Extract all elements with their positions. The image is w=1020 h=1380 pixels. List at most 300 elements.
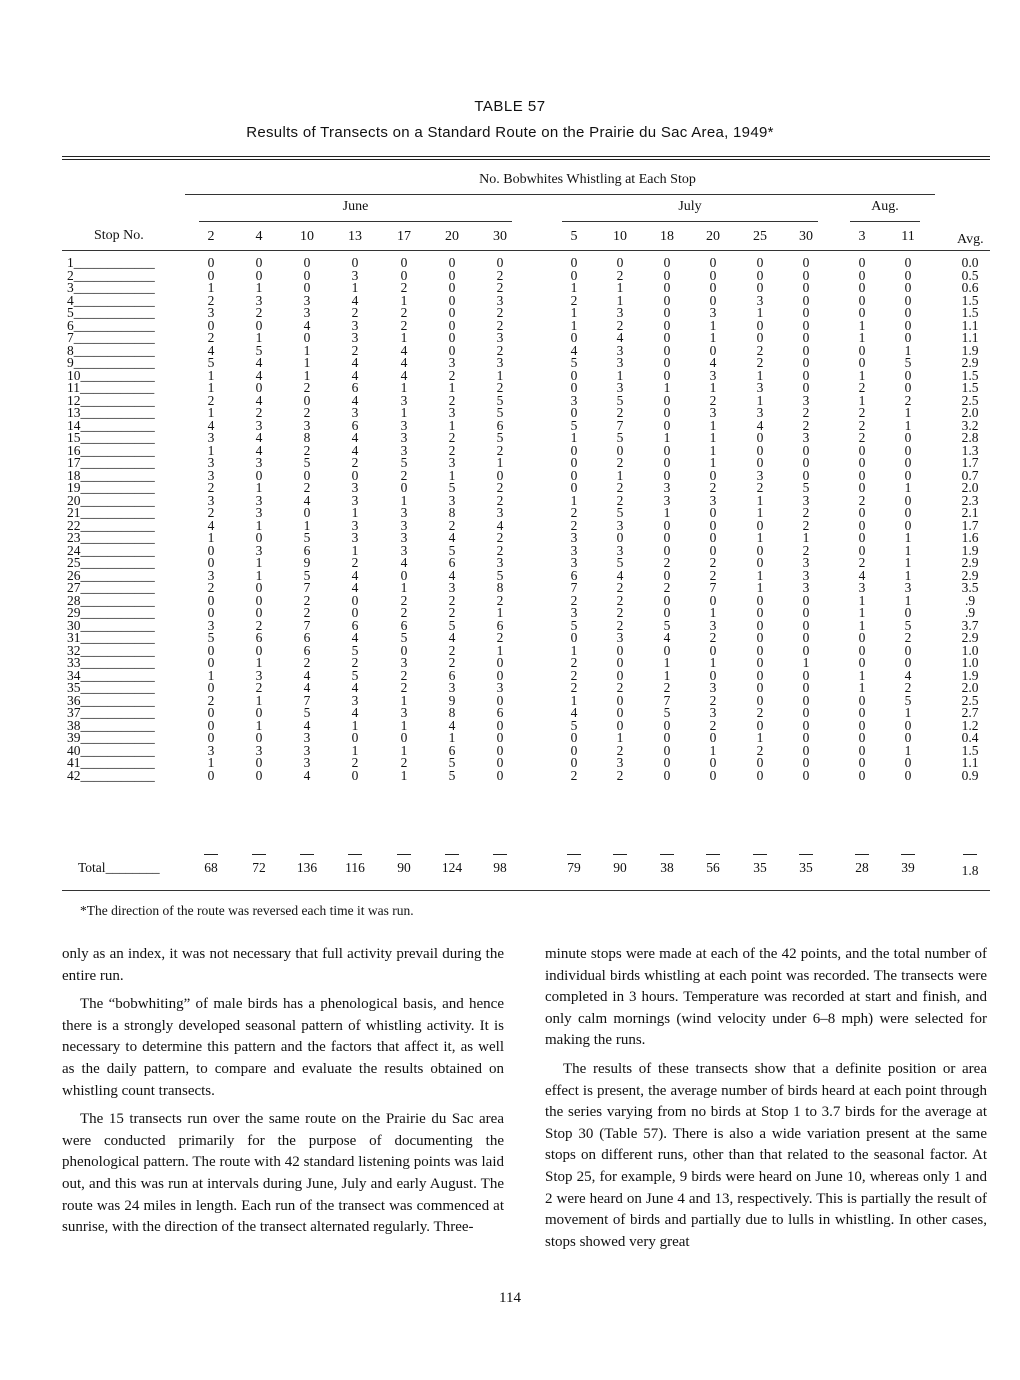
table-cell: 2 bbox=[616, 480, 624, 495]
table-cell: 0 bbox=[207, 680, 215, 695]
stop-number: 22 bbox=[67, 517, 81, 533]
table-cell: 8 bbox=[448, 705, 456, 720]
table-cell: 5 bbox=[207, 630, 215, 645]
table-cell: 1 bbox=[756, 505, 764, 520]
table-cell: 4 bbox=[400, 342, 408, 358]
table-cell: 3 bbox=[802, 492, 810, 508]
table-cell: 5 bbox=[663, 705, 671, 720]
table-cell: 0 bbox=[709, 730, 717, 745]
table-cell: 5 bbox=[496, 405, 504, 420]
table-cell: 0 bbox=[904, 755, 912, 770]
table-cell: 1 bbox=[255, 717, 263, 733]
avg-cell: 0.0 bbox=[961, 255, 979, 270]
table-cell: 2 bbox=[303, 655, 311, 670]
table-cell: 0 bbox=[858, 730, 866, 745]
table-cell: 0 bbox=[663, 417, 671, 433]
table-cell: 0 bbox=[207, 655, 215, 670]
leader-dashes: ___________ bbox=[80, 405, 155, 420]
stop-number: 31 bbox=[67, 630, 81, 645]
table-cell: 6 bbox=[351, 617, 359, 633]
table-cell: 5 bbox=[303, 705, 311, 720]
table-cell: 2 bbox=[663, 555, 671, 570]
table-cell: 3 bbox=[709, 705, 717, 720]
table-cell: 0 bbox=[303, 392, 311, 408]
spanner-header: No. Bobwhites Whistling at Each Stop bbox=[479, 172, 696, 187]
day-header: 25 bbox=[753, 229, 767, 244]
table-cell: 3 bbox=[496, 292, 504, 308]
table-cell: 0 bbox=[570, 405, 578, 420]
avg-cell: 2.0 bbox=[961, 405, 979, 420]
table-cell: 1 bbox=[756, 580, 764, 595]
table-cell: 0 bbox=[858, 767, 866, 783]
leader-dashes: ___________ bbox=[80, 567, 155, 583]
table-cell: 0 bbox=[570, 367, 578, 383]
table-cell: 0 bbox=[904, 367, 912, 383]
total-label bbox=[78, 862, 160, 874]
table-cell: 1 bbox=[570, 317, 578, 333]
table-cell: 4 bbox=[255, 355, 263, 370]
total-cell: 39 bbox=[901, 860, 915, 875]
table-cell: 4 bbox=[351, 392, 359, 408]
table-cell: 0 bbox=[255, 755, 263, 770]
table-cell: 0 bbox=[448, 330, 456, 345]
avg-cell: 3.2 bbox=[961, 417, 979, 433]
table-cell: 2 bbox=[616, 605, 624, 620]
table-cell: 2 bbox=[496, 305, 504, 320]
table-cell: 1 bbox=[663, 655, 671, 670]
table-cell: 0 bbox=[303, 467, 311, 483]
table-cell: 1 bbox=[255, 655, 263, 670]
stop-number: 27 bbox=[67, 580, 81, 595]
table-cell: 1 bbox=[904, 705, 912, 720]
table-cell: 1 bbox=[756, 730, 764, 745]
table-cell: 1 bbox=[756, 367, 764, 383]
table-cell: 0 bbox=[858, 542, 866, 558]
table-cell: 1 bbox=[496, 642, 504, 658]
table-cell: 2 bbox=[207, 392, 215, 408]
table-cell: 0 bbox=[255, 605, 263, 620]
table-cell: 0 bbox=[663, 742, 671, 758]
table-cell: 0 bbox=[858, 630, 866, 645]
table-cell: 3 bbox=[616, 342, 624, 358]
table-cell: 2 bbox=[351, 655, 359, 670]
avg-cell: 1.9 bbox=[961, 667, 979, 683]
table-cell: 0 bbox=[663, 467, 671, 483]
sum-dash bbox=[799, 854, 813, 855]
table-cell: 6 bbox=[303, 630, 311, 645]
table-cell: 5 bbox=[802, 480, 810, 495]
table-cell: 5 bbox=[351, 642, 359, 658]
leader-dashes: ___________ bbox=[80, 617, 155, 633]
table-cell: 4 bbox=[496, 517, 504, 533]
table-cell: 0 bbox=[709, 280, 717, 295]
table-cell: 2 bbox=[448, 655, 456, 670]
table-cell: 1 bbox=[570, 692, 578, 708]
table-cell: 2 bbox=[303, 405, 311, 420]
table-cell: 0 bbox=[663, 292, 671, 308]
table-cell: 0 bbox=[400, 567, 408, 583]
table-cell: 1 bbox=[351, 717, 359, 733]
table-cell: 3 bbox=[303, 742, 311, 758]
stop-number: 9 bbox=[67, 355, 74, 370]
table-cell: 3 bbox=[756, 467, 764, 483]
sum-dash bbox=[753, 854, 767, 855]
avg-cell: 1.5 bbox=[961, 292, 979, 308]
table-cell: 0 bbox=[351, 592, 359, 608]
table-cell: 7 bbox=[570, 580, 578, 595]
table-cell: 0 bbox=[351, 730, 359, 745]
table-cell: 1 bbox=[616, 292, 624, 308]
table-cell: 3 bbox=[709, 405, 717, 420]
table-cell: 0 bbox=[802, 292, 810, 308]
table-cell: 2 bbox=[400, 605, 408, 620]
table-cell: 3 bbox=[496, 505, 504, 520]
table-cell: 1 bbox=[400, 717, 408, 733]
table-cell: 0 bbox=[904, 255, 912, 270]
table-cell: 3 bbox=[496, 555, 504, 570]
table-cell: 2 bbox=[756, 355, 764, 370]
table-cell: 2 bbox=[570, 667, 578, 683]
table-cell: 0 bbox=[858, 755, 866, 770]
table-cell: 0 bbox=[496, 467, 504, 483]
table-cell: 0 bbox=[709, 467, 717, 483]
table-cell: 1 bbox=[255, 517, 263, 533]
table-cell: 6 bbox=[303, 642, 311, 658]
table-cell: 0 bbox=[496, 767, 504, 783]
table-cell: 2 bbox=[400, 667, 408, 683]
table-cell: 6 bbox=[400, 617, 408, 633]
table-cell: 0 bbox=[663, 542, 671, 558]
table-cell: 0 bbox=[709, 542, 717, 558]
table-cell: 6 bbox=[448, 667, 456, 683]
sum-dash bbox=[252, 854, 266, 855]
avg-cell: 2.5 bbox=[961, 392, 979, 408]
table-cell: 2 bbox=[709, 717, 717, 733]
total-cell: 28 bbox=[855, 860, 869, 875]
table-cell: 0 bbox=[496, 255, 504, 270]
table-cell: 5 bbox=[616, 392, 624, 408]
table-cell: 0 bbox=[207, 317, 215, 333]
table-cell: 0 bbox=[663, 280, 671, 295]
table-cell: 0 bbox=[448, 305, 456, 320]
stop-number: 10 bbox=[67, 367, 81, 383]
table-cell: 7 bbox=[303, 617, 311, 633]
leader-dashes: ___________ bbox=[80, 655, 155, 670]
table-cell: 1 bbox=[858, 392, 866, 408]
leader-dashes: ___________ bbox=[80, 442, 155, 458]
table-cell: 4 bbox=[303, 317, 311, 333]
table-cell: 0 bbox=[570, 755, 578, 770]
table-cell: 5 bbox=[448, 755, 456, 770]
table-cell: 2 bbox=[616, 767, 624, 783]
table-cell: 0 bbox=[709, 755, 717, 770]
table-cell: 2 bbox=[351, 305, 359, 320]
table-cell: 3 bbox=[616, 755, 624, 770]
table-cell: 0 bbox=[255, 592, 263, 608]
table-cell: 0 bbox=[448, 255, 456, 270]
stop-number: 28 bbox=[67, 592, 81, 608]
table-cell: 0 bbox=[858, 255, 866, 270]
leader-dashes: ___________ bbox=[80, 705, 155, 720]
table-cell: 5 bbox=[496, 567, 504, 583]
table-cell: 2 bbox=[303, 480, 311, 495]
table-cell: 0 bbox=[663, 330, 671, 345]
table-cell: 6 bbox=[303, 542, 311, 558]
table-cell: 4 bbox=[448, 630, 456, 645]
table-cell: 0 bbox=[448, 342, 456, 358]
table-cell: 2 bbox=[570, 592, 578, 608]
stop-number: 1 bbox=[67, 255, 74, 270]
leader-dashes: ____________ bbox=[73, 280, 155, 295]
table-cell: 1 bbox=[207, 442, 215, 458]
table-cell: 2 bbox=[400, 317, 408, 333]
table-cell: 5 bbox=[663, 617, 671, 633]
stop-number: 13 bbox=[67, 405, 81, 420]
table-cell: 0 bbox=[802, 330, 810, 345]
stop-number: 32 bbox=[67, 642, 81, 658]
table-cell: 0 bbox=[616, 667, 624, 683]
month-header: June bbox=[342, 199, 369, 214]
table-cell: 2 bbox=[802, 517, 810, 533]
avg-cell: 0.6 bbox=[961, 280, 979, 295]
table-cell: 4 bbox=[663, 630, 671, 645]
avg-cell: 1.6 bbox=[961, 530, 979, 545]
table-cell: 3 bbox=[616, 380, 624, 395]
table-cell: 6 bbox=[448, 742, 456, 758]
table-cell: 1 bbox=[904, 417, 912, 433]
table-cell: 0 bbox=[858, 292, 866, 308]
table-cell: 0 bbox=[904, 442, 912, 458]
table-cell: 1 bbox=[904, 530, 912, 545]
table-cell: 1 bbox=[207, 380, 215, 395]
table-cell: 4 bbox=[756, 417, 764, 433]
table-cell: 1 bbox=[255, 480, 263, 495]
table-cell: 0 bbox=[207, 542, 215, 558]
leader-dashes: ____________ bbox=[73, 330, 155, 345]
table-cell: 3 bbox=[400, 542, 408, 558]
table-cell: 3 bbox=[802, 555, 810, 570]
table-cell: 3 bbox=[570, 605, 578, 620]
table-cell: 2 bbox=[616, 617, 624, 633]
table-cell: 0 bbox=[858, 642, 866, 658]
table-cell: 8 bbox=[496, 580, 504, 595]
table-title: TABLE 57 bbox=[474, 98, 546, 115]
avg-cell: 2.7 bbox=[961, 705, 979, 720]
table-cell: 6 bbox=[570, 567, 578, 583]
table-cell: 2 bbox=[904, 392, 912, 408]
table-cell: 2 bbox=[858, 492, 866, 508]
table-cell: 0 bbox=[570, 455, 578, 470]
table-cell: 3 bbox=[802, 392, 810, 408]
table-cell: 5 bbox=[570, 617, 578, 633]
table-cell: 1 bbox=[255, 555, 263, 570]
table-cell: 1 bbox=[709, 380, 717, 395]
table-cell: 5 bbox=[496, 392, 504, 408]
table-cell: 1 bbox=[255, 567, 263, 583]
table-cell: 4 bbox=[616, 330, 624, 345]
day-header: 17 bbox=[397, 229, 411, 244]
table-cell: 0 bbox=[663, 592, 671, 608]
stop-number: 33 bbox=[67, 655, 81, 670]
leader-dashes: ___________ bbox=[80, 630, 155, 645]
table-cell: 1 bbox=[303, 517, 311, 533]
table-cell: 5 bbox=[303, 567, 311, 583]
leader-dashes: ___________ bbox=[80, 717, 155, 733]
table-cell: 0 bbox=[802, 667, 810, 683]
table-cell: 8 bbox=[448, 505, 456, 520]
table-cell: 4 bbox=[255, 367, 263, 383]
table-cell: 6 bbox=[496, 705, 504, 720]
table-cell: 0 bbox=[255, 530, 263, 545]
table-cell: 2 bbox=[496, 267, 504, 283]
table-cell: 0 bbox=[709, 505, 717, 520]
table-cell: 4 bbox=[709, 355, 717, 370]
table-cell: 7 bbox=[663, 692, 671, 708]
table-cell: 0 bbox=[802, 267, 810, 283]
avg-cell: 2.8 bbox=[961, 430, 979, 445]
table-cell: 2 bbox=[496, 480, 504, 495]
avg-cell: .9 bbox=[964, 605, 976, 620]
table-cell: 0 bbox=[616, 692, 624, 708]
table-cell: 1 bbox=[709, 417, 717, 433]
paragraph: The 15 transects run over the same route on the Prairie du Sac area were conducted primarily for the purpose of documenting the phenological pattern. The route with 42 standard listening points was laid out, and this was run at intervals during June, July and early August. The route was 24 miles in length. Each run of the transect was commenced at sunrise, with the direction of the transect alternated regularly. Three- bbox=[62, 1111, 504, 1236]
table-cell: 1 bbox=[448, 467, 456, 483]
table-cell: 3 bbox=[400, 517, 408, 533]
sum-dash bbox=[397, 854, 411, 855]
table-cell: 3 bbox=[802, 567, 810, 583]
table-cell: 0 bbox=[756, 717, 764, 733]
table-cell: 6 bbox=[496, 417, 504, 433]
table-cell: 3 bbox=[616, 630, 624, 645]
table-cell: 2 bbox=[709, 555, 717, 570]
sum-dash bbox=[567, 854, 581, 855]
avg-cell: 1.2 bbox=[961, 717, 979, 733]
table-cell: 2 bbox=[207, 480, 215, 495]
table-cell: 0 bbox=[756, 442, 764, 458]
leader-dashes: ___________ bbox=[80, 430, 155, 445]
table-cell: 0 bbox=[858, 505, 866, 520]
table-cell: 0 bbox=[663, 730, 671, 745]
table-cell: 1 bbox=[709, 442, 717, 458]
table-cell: 4 bbox=[570, 705, 578, 720]
table-cell: 2 bbox=[802, 417, 810, 433]
paragraph: The “bobwhiting” of male birds has a phenological basis, and hence there is a strongly developed seasonal pattern of whistling activity. It is necessary to determine this pattern and the factors that affect it, as well as the daily pattern, to compare and evaluate the results obtained on whistling count transects. bbox=[62, 996, 504, 1099]
table-cell: 1 bbox=[904, 592, 912, 608]
table-cell: 3 bbox=[255, 292, 263, 308]
table-cell: 0 bbox=[448, 317, 456, 333]
table-cell: 2 bbox=[570, 655, 578, 670]
stop-label bbox=[67, 767, 155, 783]
table-cell: 0 bbox=[756, 430, 764, 445]
table-cell: 3 bbox=[207, 492, 215, 508]
avg-cell: 1.1 bbox=[961, 317, 979, 333]
table-cell: 0 bbox=[756, 642, 764, 658]
table-cell: 8 bbox=[303, 430, 311, 445]
avg-cell: 1.1 bbox=[961, 330, 979, 345]
table-cell: 0 bbox=[448, 280, 456, 295]
table-cell: 0 bbox=[802, 617, 810, 633]
table-cell: 5 bbox=[904, 692, 912, 708]
table-cell: 1 bbox=[570, 492, 578, 508]
table-cell: 0 bbox=[663, 392, 671, 408]
table-cell: 0 bbox=[858, 355, 866, 370]
avg-cell: 2.9 bbox=[961, 567, 979, 583]
spanner-rule bbox=[185, 194, 935, 195]
leader-dashes: ____________ bbox=[73, 255, 155, 270]
table-cell: 1 bbox=[663, 380, 671, 395]
table-cell: 4 bbox=[351, 430, 359, 445]
total-cell: 136 bbox=[296, 860, 318, 875]
table-cell: 2 bbox=[709, 567, 717, 583]
table-cell: 5 bbox=[616, 555, 624, 570]
page-number: 114 bbox=[499, 1290, 521, 1306]
table-cell: 0 bbox=[255, 467, 263, 483]
table-cell: 0 bbox=[904, 330, 912, 345]
table-subtitle: Results of Transects on a Standard Route on the Prairie du Sac Area, 1949* bbox=[246, 124, 774, 141]
table-cell: 5 bbox=[400, 455, 408, 470]
table-cell: 2 bbox=[448, 367, 456, 383]
avg-cell: 2.5 bbox=[961, 692, 979, 708]
table-cell: 0 bbox=[663, 567, 671, 583]
total-cell: 35 bbox=[753, 860, 767, 875]
day-header: 30 bbox=[799, 229, 813, 244]
table-cell: 1 bbox=[400, 580, 408, 595]
table-cell: 0 bbox=[858, 705, 866, 720]
table-cell: 0 bbox=[802, 467, 810, 483]
table-cell: 3 bbox=[400, 430, 408, 445]
table-cell: 2 bbox=[255, 405, 263, 420]
table-cell: 1 bbox=[400, 742, 408, 758]
stop-number: 38 bbox=[67, 717, 81, 733]
table-cell: 0 bbox=[663, 355, 671, 370]
table-cell: 2 bbox=[904, 680, 912, 695]
table-cell: 2 bbox=[570, 767, 578, 783]
table-cell: 0 bbox=[904, 430, 912, 445]
table-cell: 4 bbox=[303, 492, 311, 508]
table-cell: 0 bbox=[207, 555, 215, 570]
table-cell: 0 bbox=[496, 755, 504, 770]
table-cell: 1 bbox=[802, 530, 810, 545]
table-cell: 0 bbox=[904, 455, 912, 470]
table-cell: 3 bbox=[802, 430, 810, 445]
table-cell: 3 bbox=[858, 580, 866, 595]
total-cell: 56 bbox=[706, 860, 720, 875]
table-cell: 0 bbox=[802, 255, 810, 270]
table-cell: 3 bbox=[616, 355, 624, 370]
table-cell: 0 bbox=[904, 317, 912, 333]
table-cell: 2 bbox=[400, 755, 408, 770]
table-cell: 3 bbox=[496, 330, 504, 345]
table-cell: 0 bbox=[858, 742, 866, 758]
stop-number: 42 bbox=[67, 767, 81, 783]
table-cell: 0 bbox=[904, 730, 912, 745]
table-cell: 1 bbox=[709, 455, 717, 470]
table-cell: 1 bbox=[858, 592, 866, 608]
table-cell: 3 bbox=[255, 667, 263, 683]
table-cell: 2 bbox=[496, 280, 504, 295]
bottom-rule bbox=[62, 890, 990, 891]
table-cell: 1 bbox=[616, 730, 624, 745]
table-cell: 0 bbox=[570, 330, 578, 345]
avg-cell: 3.7 bbox=[961, 617, 979, 633]
table-cell: 0 bbox=[904, 605, 912, 620]
table-cell: 5 bbox=[616, 430, 624, 445]
paragraph: only as an index, it was not necessary that full activity prevail during the entire run. bbox=[62, 946, 504, 984]
table-cell: 5 bbox=[570, 417, 578, 433]
table-cell: 0 bbox=[904, 380, 912, 395]
table-cell: 0 bbox=[756, 617, 764, 633]
table-cell: 3 bbox=[570, 392, 578, 408]
